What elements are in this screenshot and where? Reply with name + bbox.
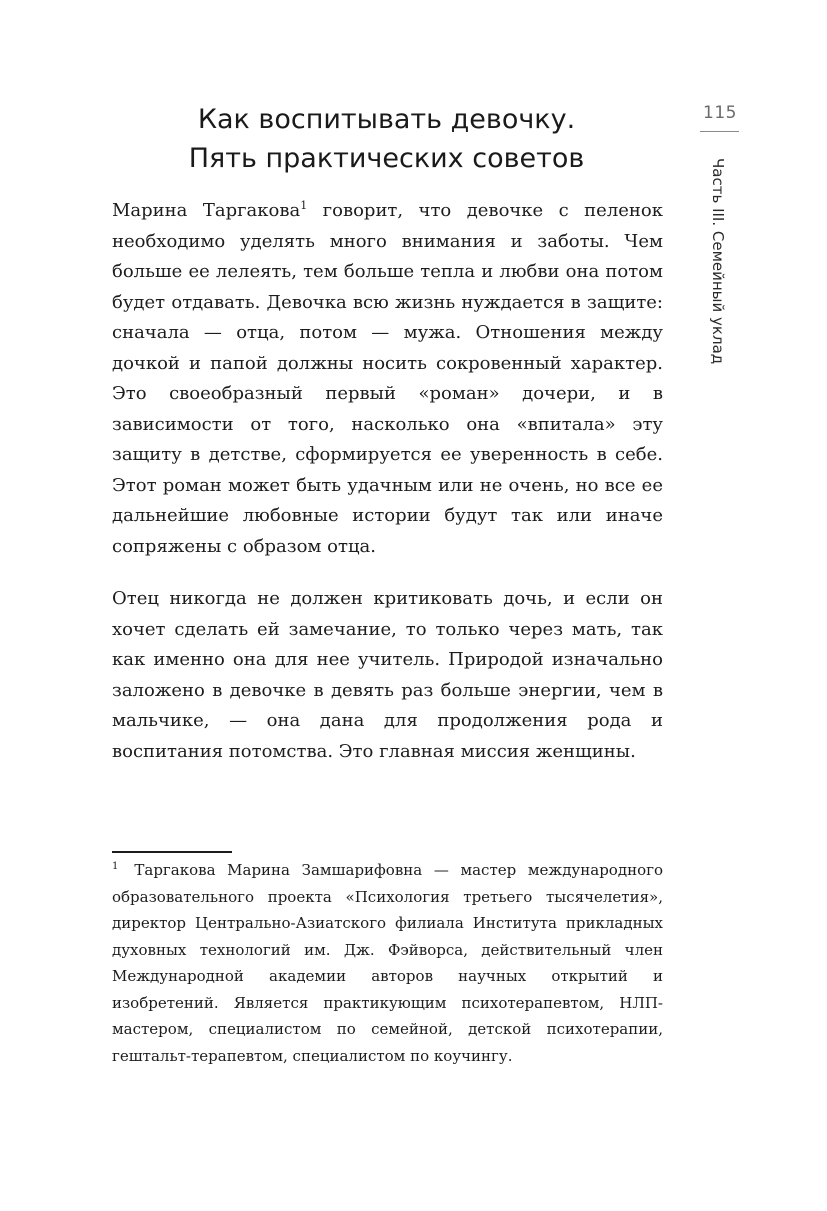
body-text (112, 196, 663, 789)
chapter-title (110, 100, 663, 178)
footnote-mark: 1 (112, 861, 119, 872)
running-head: Часть III. Семейный уклад (709, 158, 727, 365)
page-number: 115 (703, 103, 737, 123)
paragraph-1-rest: говорит, что девочке с пеленок необходимо уделять много внимания и заботы. Чем больше ее лелеять, тем больше тепла и любви она потом будет отдавать. Девочка всю жизнь нуждается в защите: сначала — отца, потом — мужа. Отношения между дочкой и папой должны носить сокровенный характер. Это своеобразный первый «роман» дочери, и в зависимости от того, насколько она «впитала» эту защиту в детстве, сформируется ее уверенность в себе. Этот роман может быть удачным или не очень, но все ее дальнейшие любовные истории будут так или иначе сопряжены с образом отца. (112, 200, 663, 557)
paragraph-1-start: Марина Таргакова (112, 200, 301, 221)
footnote (112, 857, 663, 1069)
footnote-reference[interactable]: 1 (300, 199, 308, 212)
page-number-divider (700, 131, 739, 132)
chapter-title-line-2: Пять практических советов (188, 143, 585, 174)
footnote-text: Таргакова Марина Замшарифовна — мастер международного образовательного проекта «Психология третьего тысячелетия», директор Центрально-Азиатского филиала Института прикладных духовных технологий им. Дж. Фэйворса, действительный член Международной академии авторов научных открытий и изобретений. Является практикующим психотерапевтом, НЛП-мастером, специалистом по семейной, детской психотерапии, гештальт-терапевтом, специалистом по коучингу. (112, 861, 663, 1065)
paragraph-1 (112, 196, 663, 562)
footnote-divider (112, 851, 232, 853)
chapter-title-line-1: Как воспитывать девочку. (197, 104, 576, 135)
paragraph-2: Отец никогда не должен критиковать дочь, и если он хочет сделать ей замечание, то только через мать, так как именно она для нее учитель. Природой изначально заложено в девочке в девять раз больше энергии, чем в мальчике, — она дана для продолжения рода и воспитания потомства. Это главная миссия женщины. (112, 588, 663, 762)
